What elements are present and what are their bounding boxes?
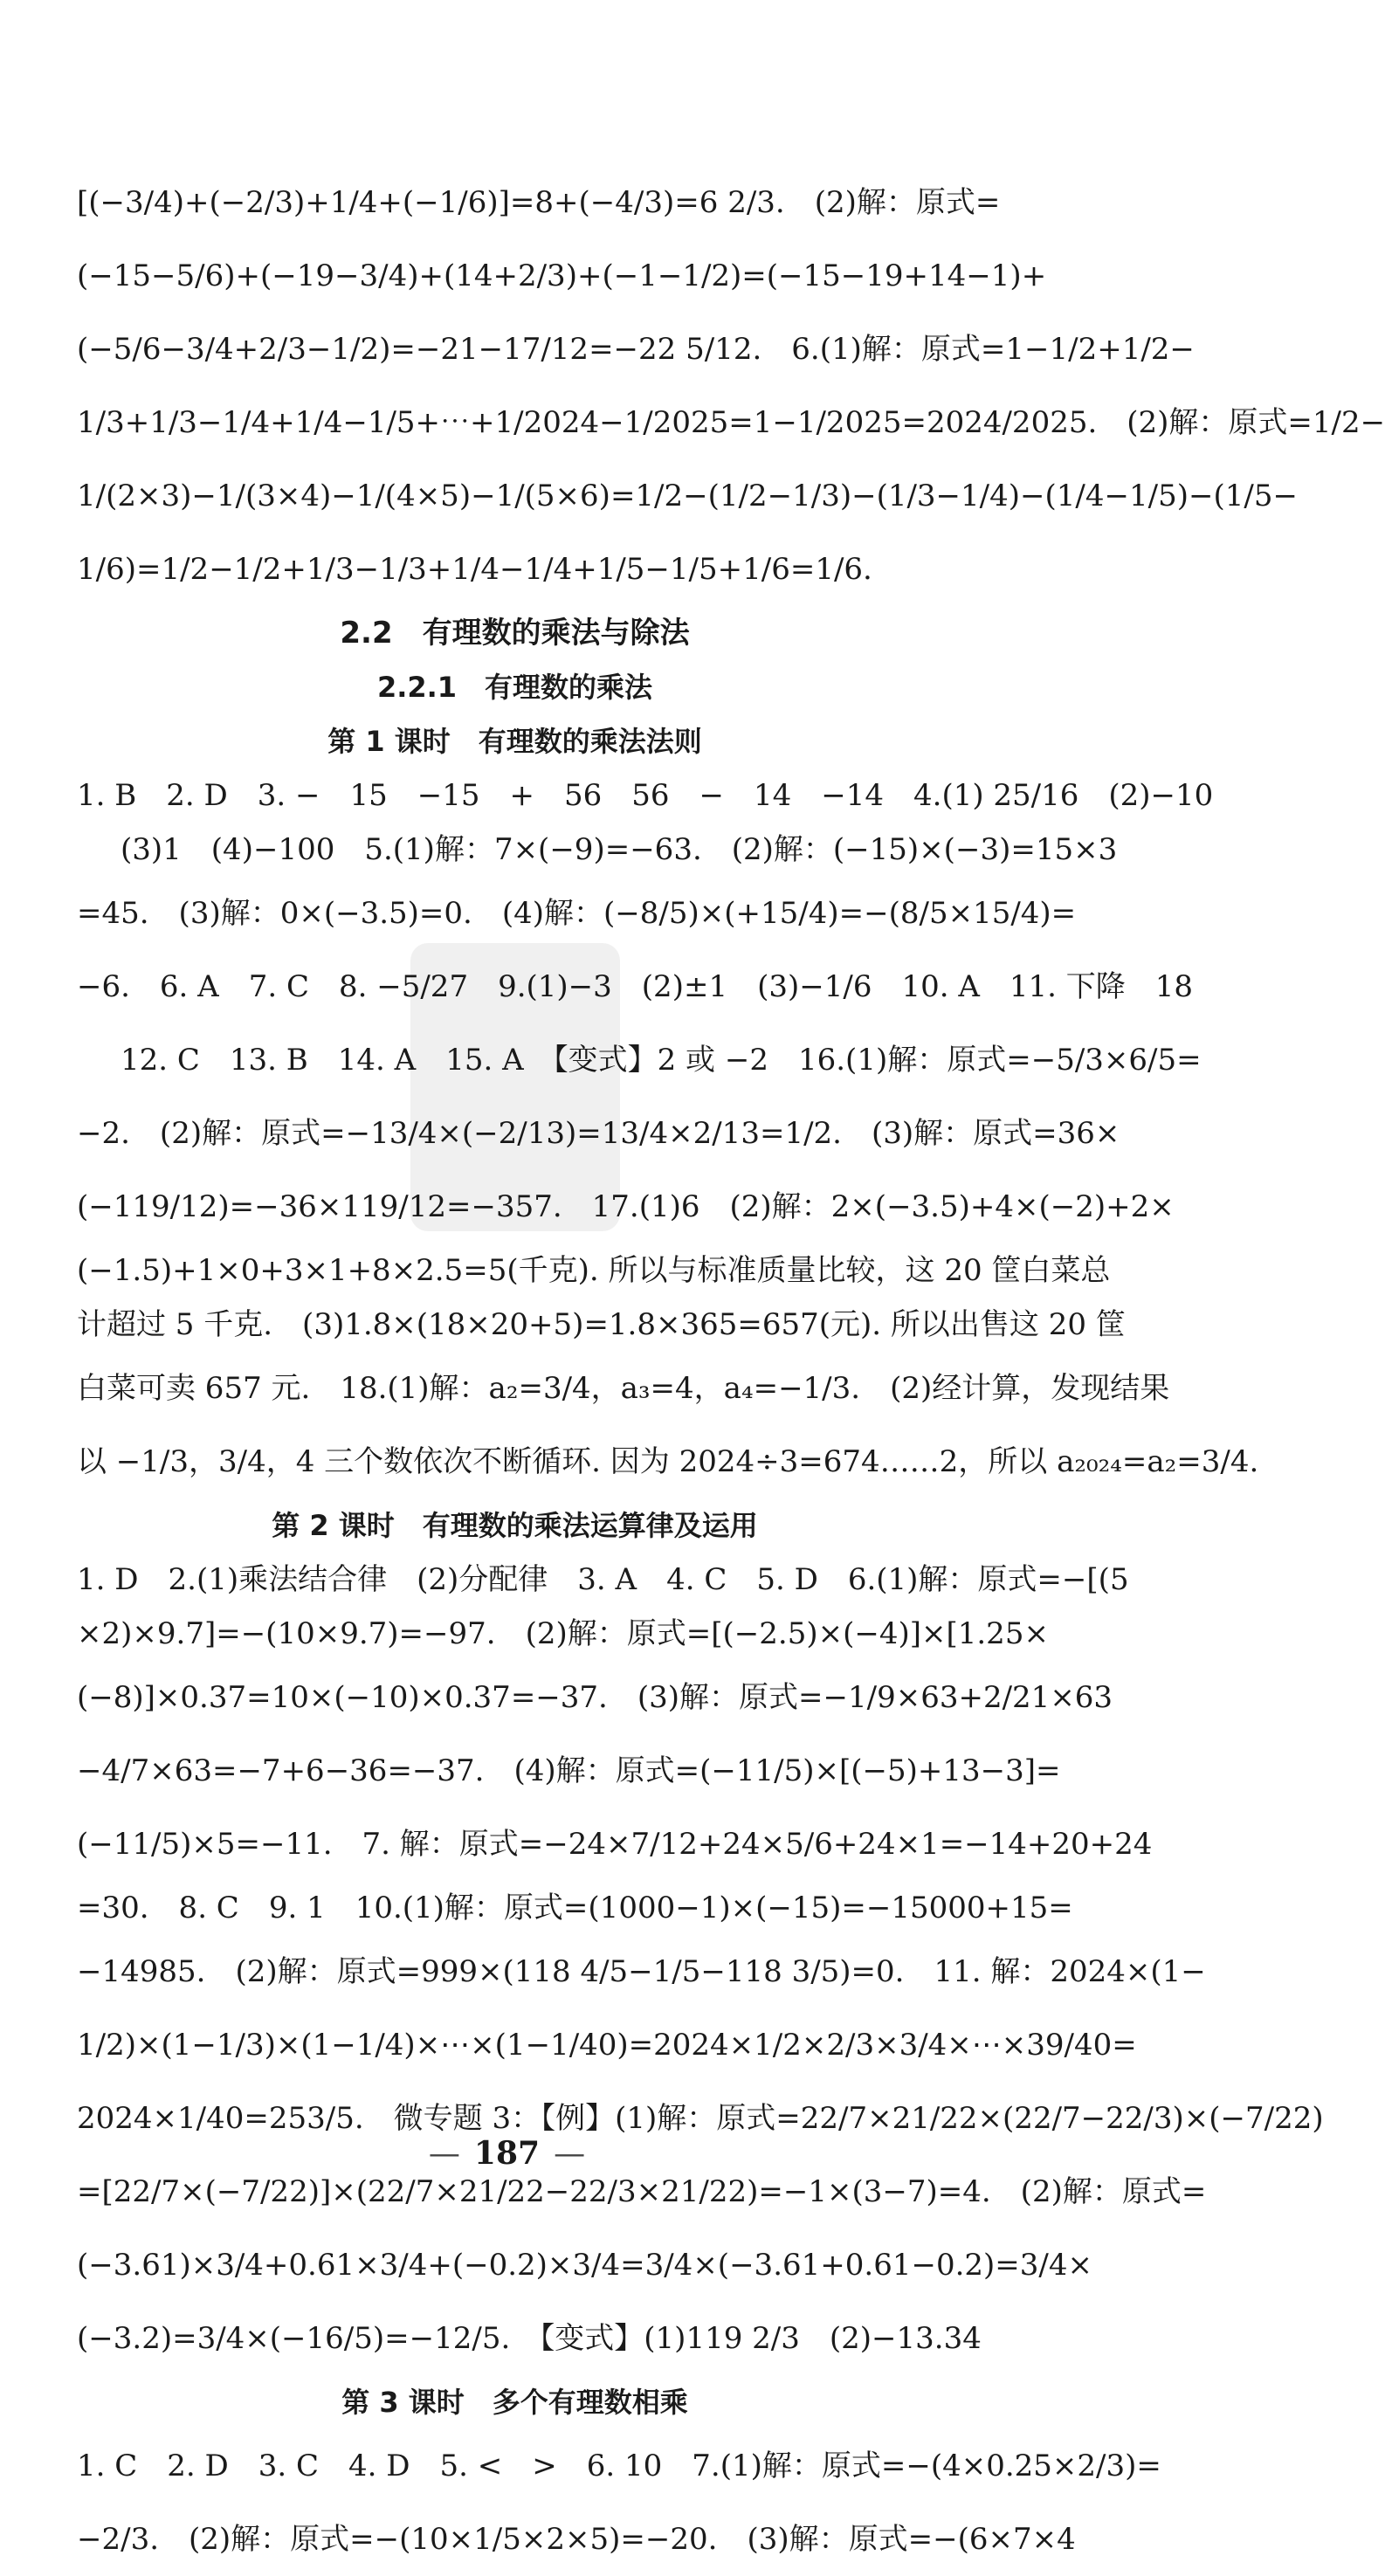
footer-dash: — xyxy=(428,2136,460,2172)
text-line: (−119/12)=−36×119/12=−357. 17.(1)6 (2)解：2×(−3.5)+4×(−2)+2× xyxy=(77,1189,1175,1224)
text-line: =30. 8. C 9. 1 10.(1)解：原式=(1000−1)×(−15)=−15000+15= xyxy=(77,1891,1073,1925)
text-line: −2. (2)解：原式=−13/4×(−2/13)=13/4×2/13=1/2. (3)解：原式=36× xyxy=(77,1116,1120,1151)
lesson-heading: 第 1 课时 有理数的乘法法则 xyxy=(327,725,702,758)
text-line: 1. B 2. D 3. − 15 −15 + 56 56 − 14 −14 4.(1) 25/16 (2)−10 xyxy=(77,778,1214,813)
text-line: (3)1 (4)−100 5.(1)解：7×(−9)=−63. (2)解：(−15)×(−3)=15×3 xyxy=(121,832,1118,867)
text-line: 以 −1/3，3/4，4 三个数依次不断循环. 因为 2024÷3=674……2，所以 a₂₀₂₄=a₂=3/4. xyxy=(77,1444,1259,1479)
text-line: (−15−5/6)+(−19−3/4)+(14+2/3)+(−1−1/2)=(−15−19+14−1)+ xyxy=(77,258,1047,293)
text-line: 1. D 2.(1)乘法结合律 (2)分配律 3. A 4. C 5. D 6.(1)解：原式=−[(5 xyxy=(77,1562,1129,1597)
text-line: 2024×1/40=253/5. 微专题 3：【例】(1)解：原式=22/7×21/22×(22/7−22/3)×(−7/22) xyxy=(77,2101,1324,2136)
text-line: 1/(2×3)−1/(3×4)−1/(4×5)−1/(5×6)=1/2−(1/2−1/3)−(1/3−1/4)−(1/4−1/5)−(1/5− xyxy=(77,479,1298,513)
text-line: (−5/6−3/4+2/3−1/2)=−21−17/12=−22 5/12. 6.(1)解：原式=1−1/2+1/2− xyxy=(77,332,1195,367)
lesson2-answers xyxy=(77,1553,1324,2375)
text-line: (−3.61)×3/4+0.61×3/4+(−0.2)×3/4=3/4×(−3.61+0.61−0.2)=3/4× xyxy=(77,2248,1092,2283)
text-line: =[22/7×(−7/22)]×(22/7×21/22−22/3×21/22)=−1×(3−7)=4. (2)解：原式= xyxy=(77,2174,1207,2209)
text-line: 1/3+1/3−1/4+1/4−1/5+⋯+1/2024−1/2025=1−1/2025=2024/2025. (2)解：原式=1/2− xyxy=(77,405,1385,440)
text-line: 白菜可卖 657 元. 18.(1)解：a₂=3/4，a₃=4，a₄=−1/3. (2)经计算，发现结果 xyxy=(77,1371,1170,1406)
text-line: 计超过 5 千克. (3)1.8×(18×20+5)=1.8×365=657(元). 所以出售这 20 筐 xyxy=(77,1307,1126,1342)
lesson-heading: 第 2 课时 有理数的乘法运算律及运用 xyxy=(272,1509,758,1542)
subsection-heading: 2.2.1 有理数的乘法 xyxy=(376,671,653,704)
text-line: −4/7×63=−7+6−36=−37. (4)解：原式=(−11/5)×[(−5)+13−3]= xyxy=(77,1753,1061,1788)
text-line: =45. (3)解：0×(−3.5)=0. (4)解：(−8/5)×(+15/4)=−(8/5×15/4)= xyxy=(77,896,1077,931)
text-line: 1/6)=1/2−1/2+1/3−1/3+1/4−1/4+1/5−1/5+1/6=1/6. xyxy=(77,552,872,587)
text-line: (−1.5)+1×0+3×1+8×2.5=5(千克). 所以与标准质量比较，这 20 筐白菜总 xyxy=(77,1253,1111,1288)
text-line: (−3.2)=3/4×(−16/5)=−12/5. 【变式】(1)119 2/3 (2)−13.34 xyxy=(77,2321,982,2356)
text-line: [(−3/4)+(−2/3)+1/4+(−1/6)]=8+(−4/3)=6 2/3. (2)解：原式= xyxy=(77,185,1001,220)
footer-dash: — xyxy=(554,2136,586,2172)
text-line: 12. C 13. B 14. A 15. A 【变式】2 或 −2 16.(1)解：原式=−5/3×6/5= xyxy=(121,1043,1202,1078)
section-heading: 2.2 有理数的乘法与除法 xyxy=(340,616,690,651)
lesson3-answers xyxy=(77,2429,1161,2576)
text-line: −14985. (2)解：原式=999×(118 4/5−1/5−118 3/5)=0. 11. 解：2024×(1− xyxy=(77,1954,1206,1989)
text-line: 1. C 2. D 3. C 4. D 5. < > 6. 10 7.(1)解：原式=−(4×0.25×2/3)= xyxy=(77,2449,1161,2483)
page-footer xyxy=(0,2135,1014,2172)
text-line: −6. 6. A 7. C 8. −5/27 9.(1)−3 (2)±1 (3)−1/6 10. A 11. 下降 18 xyxy=(77,969,1194,1004)
page-number: 187 xyxy=(473,2135,541,2172)
lesson-heading: 第 3 课时 多个有理数相乘 xyxy=(341,2386,688,2419)
text-line: ×2)×9.7]=−(10×9.7)=−97. (2)解：原式=[(−2.5)×(−4)]×[1.25× xyxy=(77,1616,1049,1651)
text-line: −2/3. (2)解：原式=−(10×1/5×2×5)=−20. (3)解：原式=−(6×7×4 xyxy=(77,2522,1076,2557)
text-line: (−8)]×0.37=10×(−10)×0.37=−37. (3)解：原式=−1/9×63+2/21×63 xyxy=(77,1680,1113,1715)
text-line: (−11/5)×5=−11. 7. 解：原式=−24×7/12+24×5/6+24×1=−14+20+24 xyxy=(77,1827,1153,1862)
answer-block-top xyxy=(77,166,1385,606)
text-line: 1/2)×(1−1/3)×(1−1/4)×⋯×(1−1/40)=2024×1/2×2/3×3/4×⋯×39/40= xyxy=(77,2028,1137,2063)
watermark xyxy=(410,943,620,1231)
